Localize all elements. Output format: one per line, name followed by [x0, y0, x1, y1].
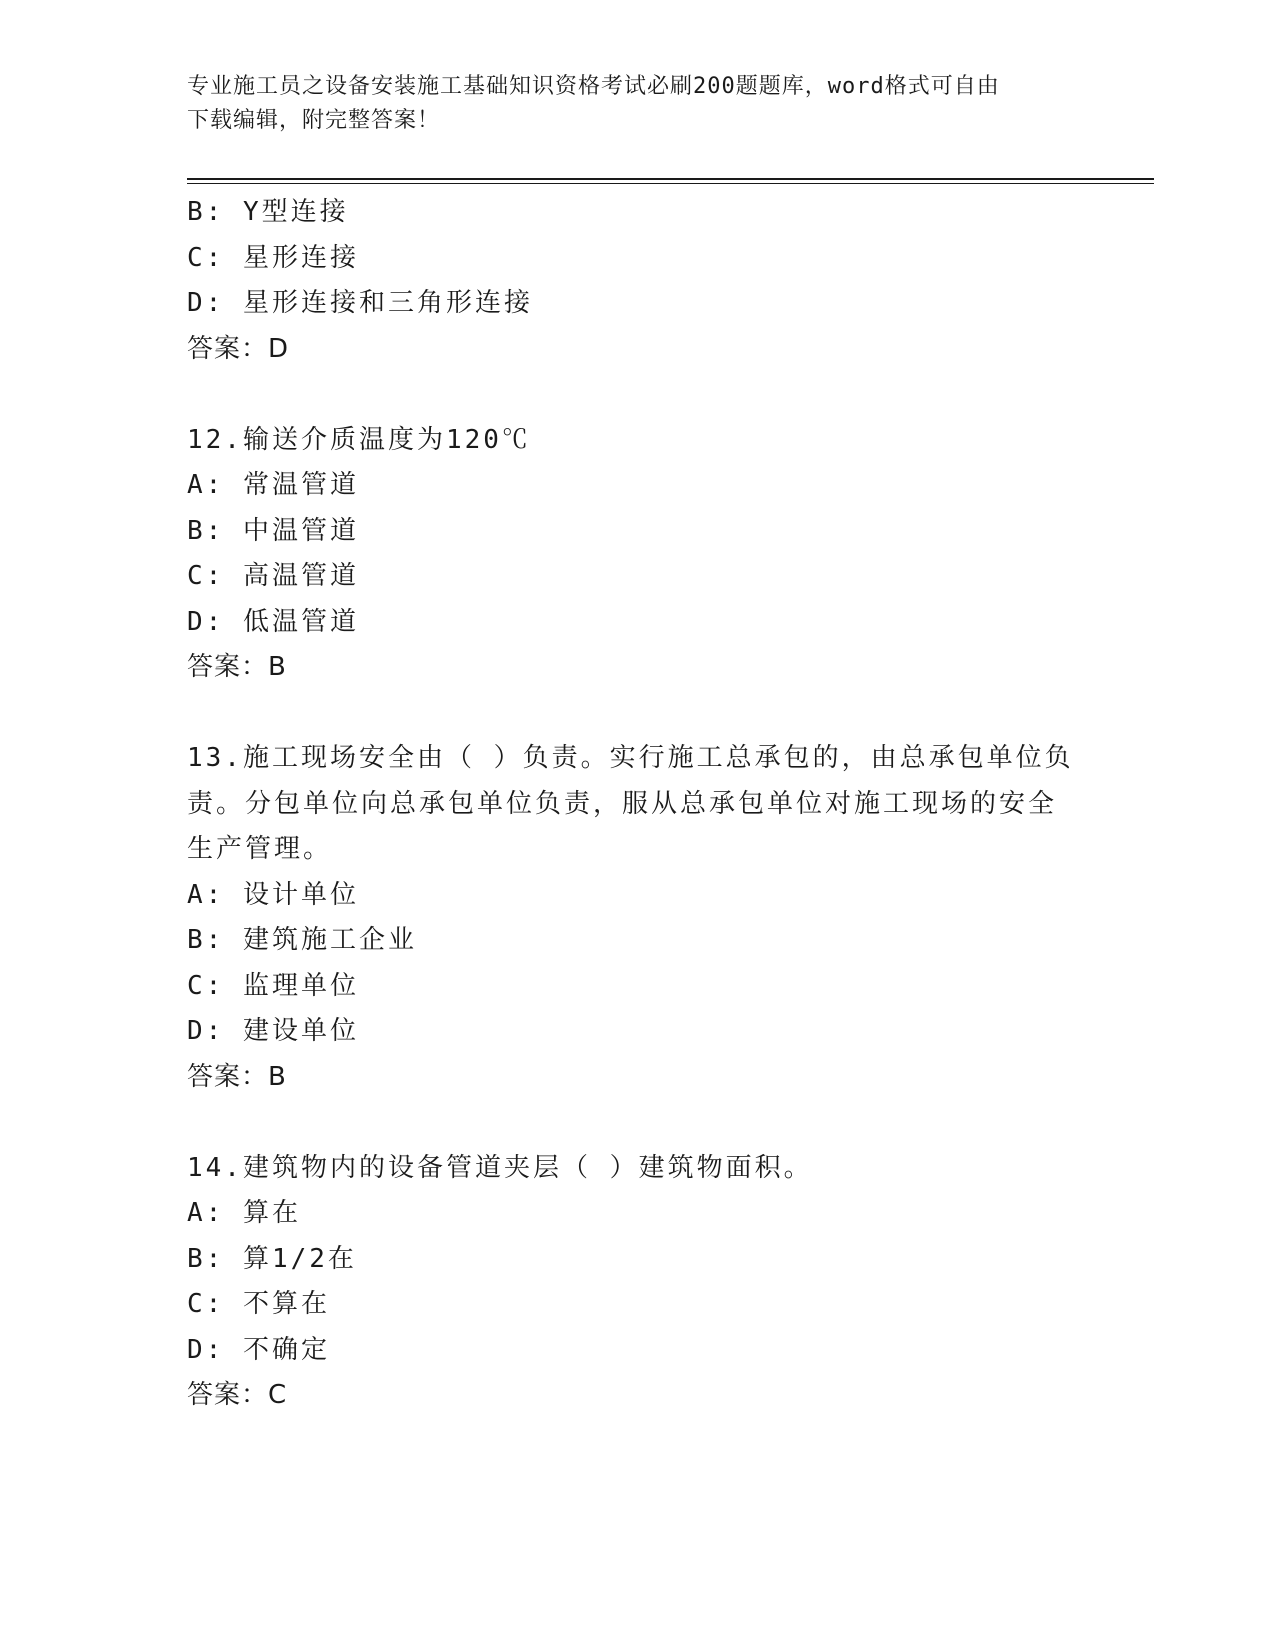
- option-d: D: 建设单位: [187, 1016, 359, 1046]
- question-text-line-2: 责。分包单位向总承包单位负责，服从总承包单位对施工现场的安全: [187, 788, 1058, 819]
- header-line-2: 下载编辑，附完整答案！: [187, 108, 441, 133]
- question-11: [187, 190, 1087, 372]
- option-d: D: 星形连接和三角形连接: [187, 288, 533, 318]
- answer: 答案：B: [187, 652, 287, 682]
- spacer: [187, 691, 1087, 737]
- option-a: A: 设计单位: [187, 879, 359, 910]
- option-d: D: 低温管道: [187, 606, 359, 637]
- question-list: [187, 190, 1087, 1419]
- header-line-1: 专业施工员之设备安装施工基础知识资格考试必刷200题题库，word格式可自由: [187, 74, 1000, 99]
- answer: 答案：D: [187, 333, 290, 364]
- option-b: B: 中温管道: [187, 515, 359, 546]
- question-text-line-1: 13.施工现场安全由（ ）负责。实行施工总承包的，由总承包单位负: [187, 743, 1074, 773]
- option-d: D: 不确定: [187, 1334, 330, 1365]
- document-header: [187, 70, 1067, 138]
- question-text: 12.输送介质温度为120℃: [187, 424, 531, 455]
- header-divider-thick: [187, 178, 1154, 180]
- option-c: C: 高温管道: [187, 561, 359, 591]
- answer: 答案：C: [187, 1380, 288, 1410]
- question-13: [187, 736, 1087, 1100]
- option-b: B: 算1/2在: [187, 1243, 357, 1274]
- header-divider-thin: [187, 183, 1154, 184]
- answer: 答案：B: [187, 1061, 287, 1092]
- option-a: A: 常温管道: [187, 470, 359, 500]
- spacer: [187, 372, 1087, 418]
- option-a: A: 算在: [187, 1198, 301, 1228]
- option-c: C: 不算在: [187, 1289, 330, 1319]
- question-text-line-3: 生产管理。: [187, 834, 333, 864]
- option-b: B: Y型连接: [187, 197, 349, 227]
- question-text: 14.建筑物内的设备管道夹层（ ）建筑物面积。: [187, 1152, 813, 1183]
- option-c: C: 星形连接: [187, 242, 359, 273]
- option-b: B: 建筑施工企业: [187, 925, 417, 955]
- question-12: [187, 418, 1087, 691]
- spacer: [187, 1100, 1087, 1146]
- option-c: C: 监理单位: [187, 970, 359, 1001]
- question-14: [187, 1146, 1087, 1419]
